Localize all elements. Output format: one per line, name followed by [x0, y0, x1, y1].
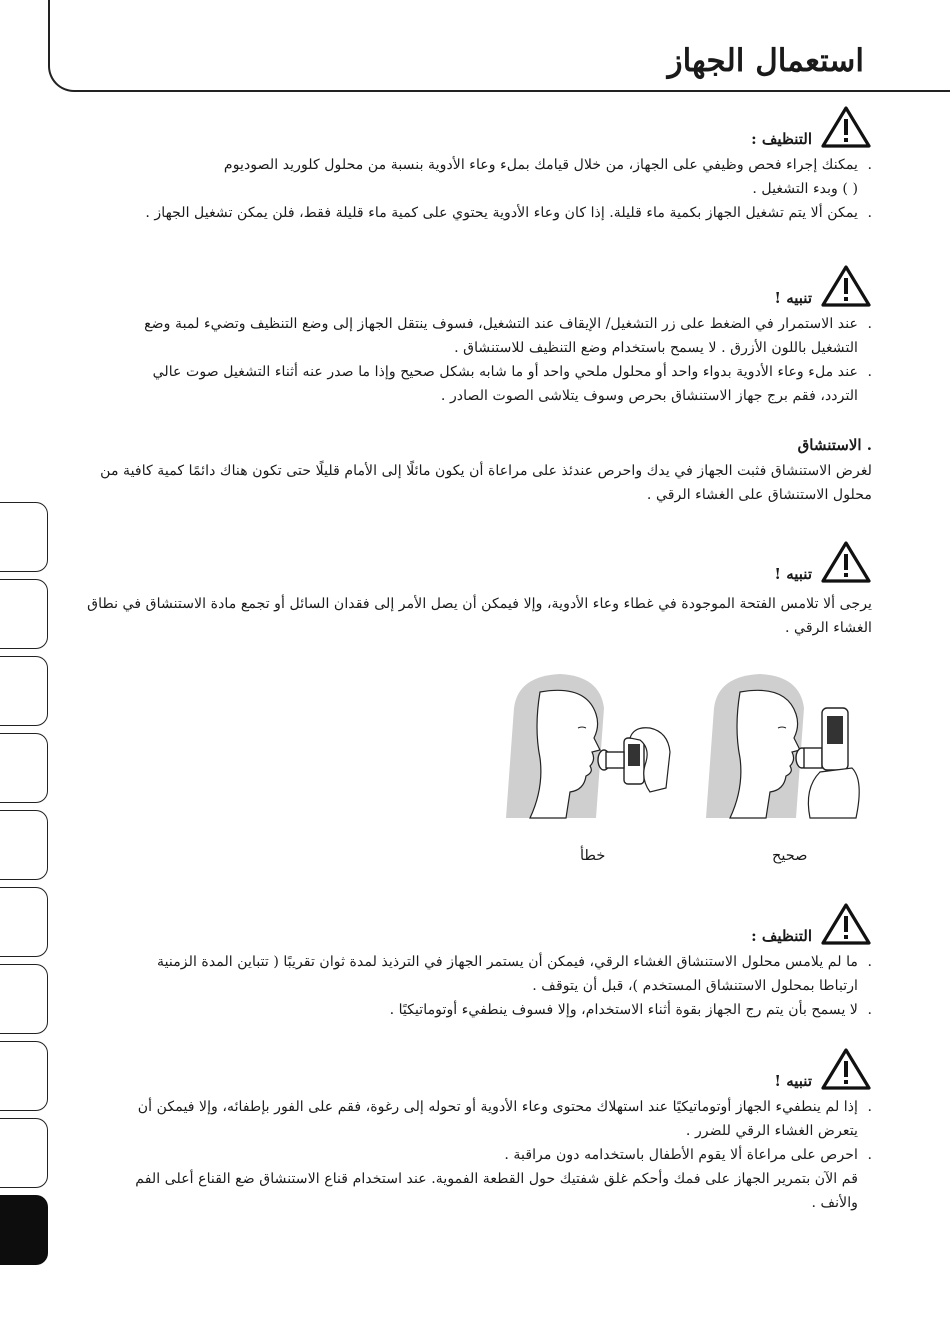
- paragraph-line: والأنف .: [811, 1195, 858, 1211]
- caution-2-text: [67, 590, 872, 640]
- side-tab-8[interactable]: [0, 1041, 48, 1111]
- side-tab-3[interactable]: [0, 656, 48, 726]
- cleaning-label: التنظيف :: [751, 130, 812, 148]
- caution-label: تنبيه !: [774, 565, 812, 583]
- side-tab-7[interactable]: [0, 964, 48, 1034]
- paragraph-line: الغشاء الرقي .: [785, 620, 872, 636]
- list-item: . يمكنك إجراء فحص وظيفي على الجهاز، من خلال قيامك بملء وعاء الأدوية بنسبة من محلول كلوريد الصوديوم: [82, 153, 872, 177]
- inhalation-section: [67, 433, 872, 507]
- caution-label: تنبيه !: [774, 1072, 812, 1090]
- caution-section-1: [82, 262, 872, 408]
- warning-triangle-icon: [820, 264, 872, 308]
- list-item: . يمكن ألا يتم تشغيل الجهاز بكمية ماء قليلة. إذا كان وعاء الأدوية يحتوي على كمية ماء قليلة فقط، فلن يمكن تشغيل الجهاز .: [82, 201, 872, 225]
- caution-label: تنبيه !: [774, 289, 812, 307]
- paragraph-line: يرجى ألا تلامس الفتحة الموجودة في غطاء وعاء الأدوية، وإلا فيمكن أن يصل الأمر إلى فقدان السائل أو تجمع مادة الاستنشاق في نطاق: [87, 596, 872, 612]
- list-item: . عند الاستمرار في الضغط على زر التشغيل/ الإيقاف عند التشغيل، فسوف ينتقل الجهاز إلى وضع التنظيف وتضيء لمبة وضع: [82, 312, 872, 336]
- caution-section-3: [82, 1045, 872, 1215]
- paragraph-line: محلول الاستنشاق على الغشاء الرقي .: [646, 487, 872, 503]
- cleaning-section-1: [82, 103, 872, 225]
- caption-wrong: خطأ: [580, 848, 606, 864]
- list-item-continuation: التردد، فقم برج جهاز الاستنشاق بحرص وسوف يتلاشى الصوت الصادر .: [440, 388, 858, 404]
- list-item: . ما لم يلامس محلول الاستنشاق الغشاء الرقي، فيمكن أن يستمر الجهاز في الترذيذ لمدة ثوان تقريبًا ( تتباين المدة الزمنية: [82, 950, 872, 974]
- list-item: . عند ملء وعاء الأدوية بدواء واحد أو محلول ملحي واحد أو ما شابه بشكل صحيح وإذا ما صدر عنه أثناء التشغيل صوت عالي: [82, 360, 872, 384]
- side-tab-10-active[interactable]: [0, 1195, 48, 1265]
- list-item: . إذا لم ينطفيء الجهاز أوتوماتيكيًا عند استهلاك محتوى وعاء الأدوية أو تحوله إلى رغوة، فقم على الفور بإطفائه، وإلا فيمكن أن: [82, 1095, 872, 1119]
- side-tab-strip: [0, 0, 48, 1340]
- list-item: . لا يسمح بأن يتم رج الجهاز بقوة أثناء الاستخدام، وإلا فسوف ينطفيء أوتوماتيكيًا .: [82, 998, 872, 1022]
- list-item-continuation: التشغيل باللون الأزرق . لا يسمح باستخدام وضع التنظيف للاستنشاق .: [454, 340, 858, 356]
- side-tab-2[interactable]: [0, 579, 48, 649]
- side-tab-9[interactable]: [0, 1118, 48, 1188]
- warning-triangle-icon: [820, 105, 872, 149]
- side-tab-4[interactable]: [0, 733, 48, 803]
- list-item-continuation: يتعرض الغشاء الرقي للضرر .: [685, 1123, 858, 1139]
- inhalation-heading: . الاستنشاق: [797, 436, 872, 454]
- page-title: استعمال الجهاز: [667, 43, 864, 79]
- caption-correct: صحيح: [772, 848, 808, 864]
- cleaning-label: التنظيف :: [751, 927, 812, 945]
- paragraph-line: لغرض الاستنشاق فثبت الجهاز في يدك واحرص عندئذ على مراعاة أن يكون مائلًا إلى الأمام قليلًا حتى تكون هناك دائمًا كمية كافية من: [100, 463, 872, 479]
- inhaler-usage-illustration: [500, 668, 870, 828]
- side-tab-6[interactable]: [0, 887, 48, 957]
- warning-triangle-icon: [820, 540, 872, 584]
- warning-triangle-icon: [820, 1047, 872, 1091]
- list-item: . احرص على مراعاة ألا يقوم الأطفال باستخدامه دون مراقبة .: [82, 1143, 872, 1167]
- list-item-continuation: ( ) وبدء التشغيل .: [752, 181, 858, 197]
- caution-2-head: [82, 538, 872, 584]
- paragraph-line: قم الآن بتمرير الجهاز على فمك وأحكم غلق شفتيك حول القطعة الفموية. عند استخدام قناع الاستنشاق ضع القناع أعلى الفم: [135, 1171, 858, 1187]
- side-tab-5[interactable]: [0, 810, 48, 880]
- side-tab-1[interactable]: [0, 502, 48, 572]
- wrong-posture-figure: [506, 674, 670, 818]
- warning-triangle-icon: [820, 902, 872, 946]
- correct-posture-figure: [706, 674, 859, 818]
- cleaning-section-2: [82, 900, 872, 1022]
- list-item-continuation: ارتباطا بمحلول الاستنشاق المستخدم )، قبل أن يتوقف .: [532, 978, 858, 994]
